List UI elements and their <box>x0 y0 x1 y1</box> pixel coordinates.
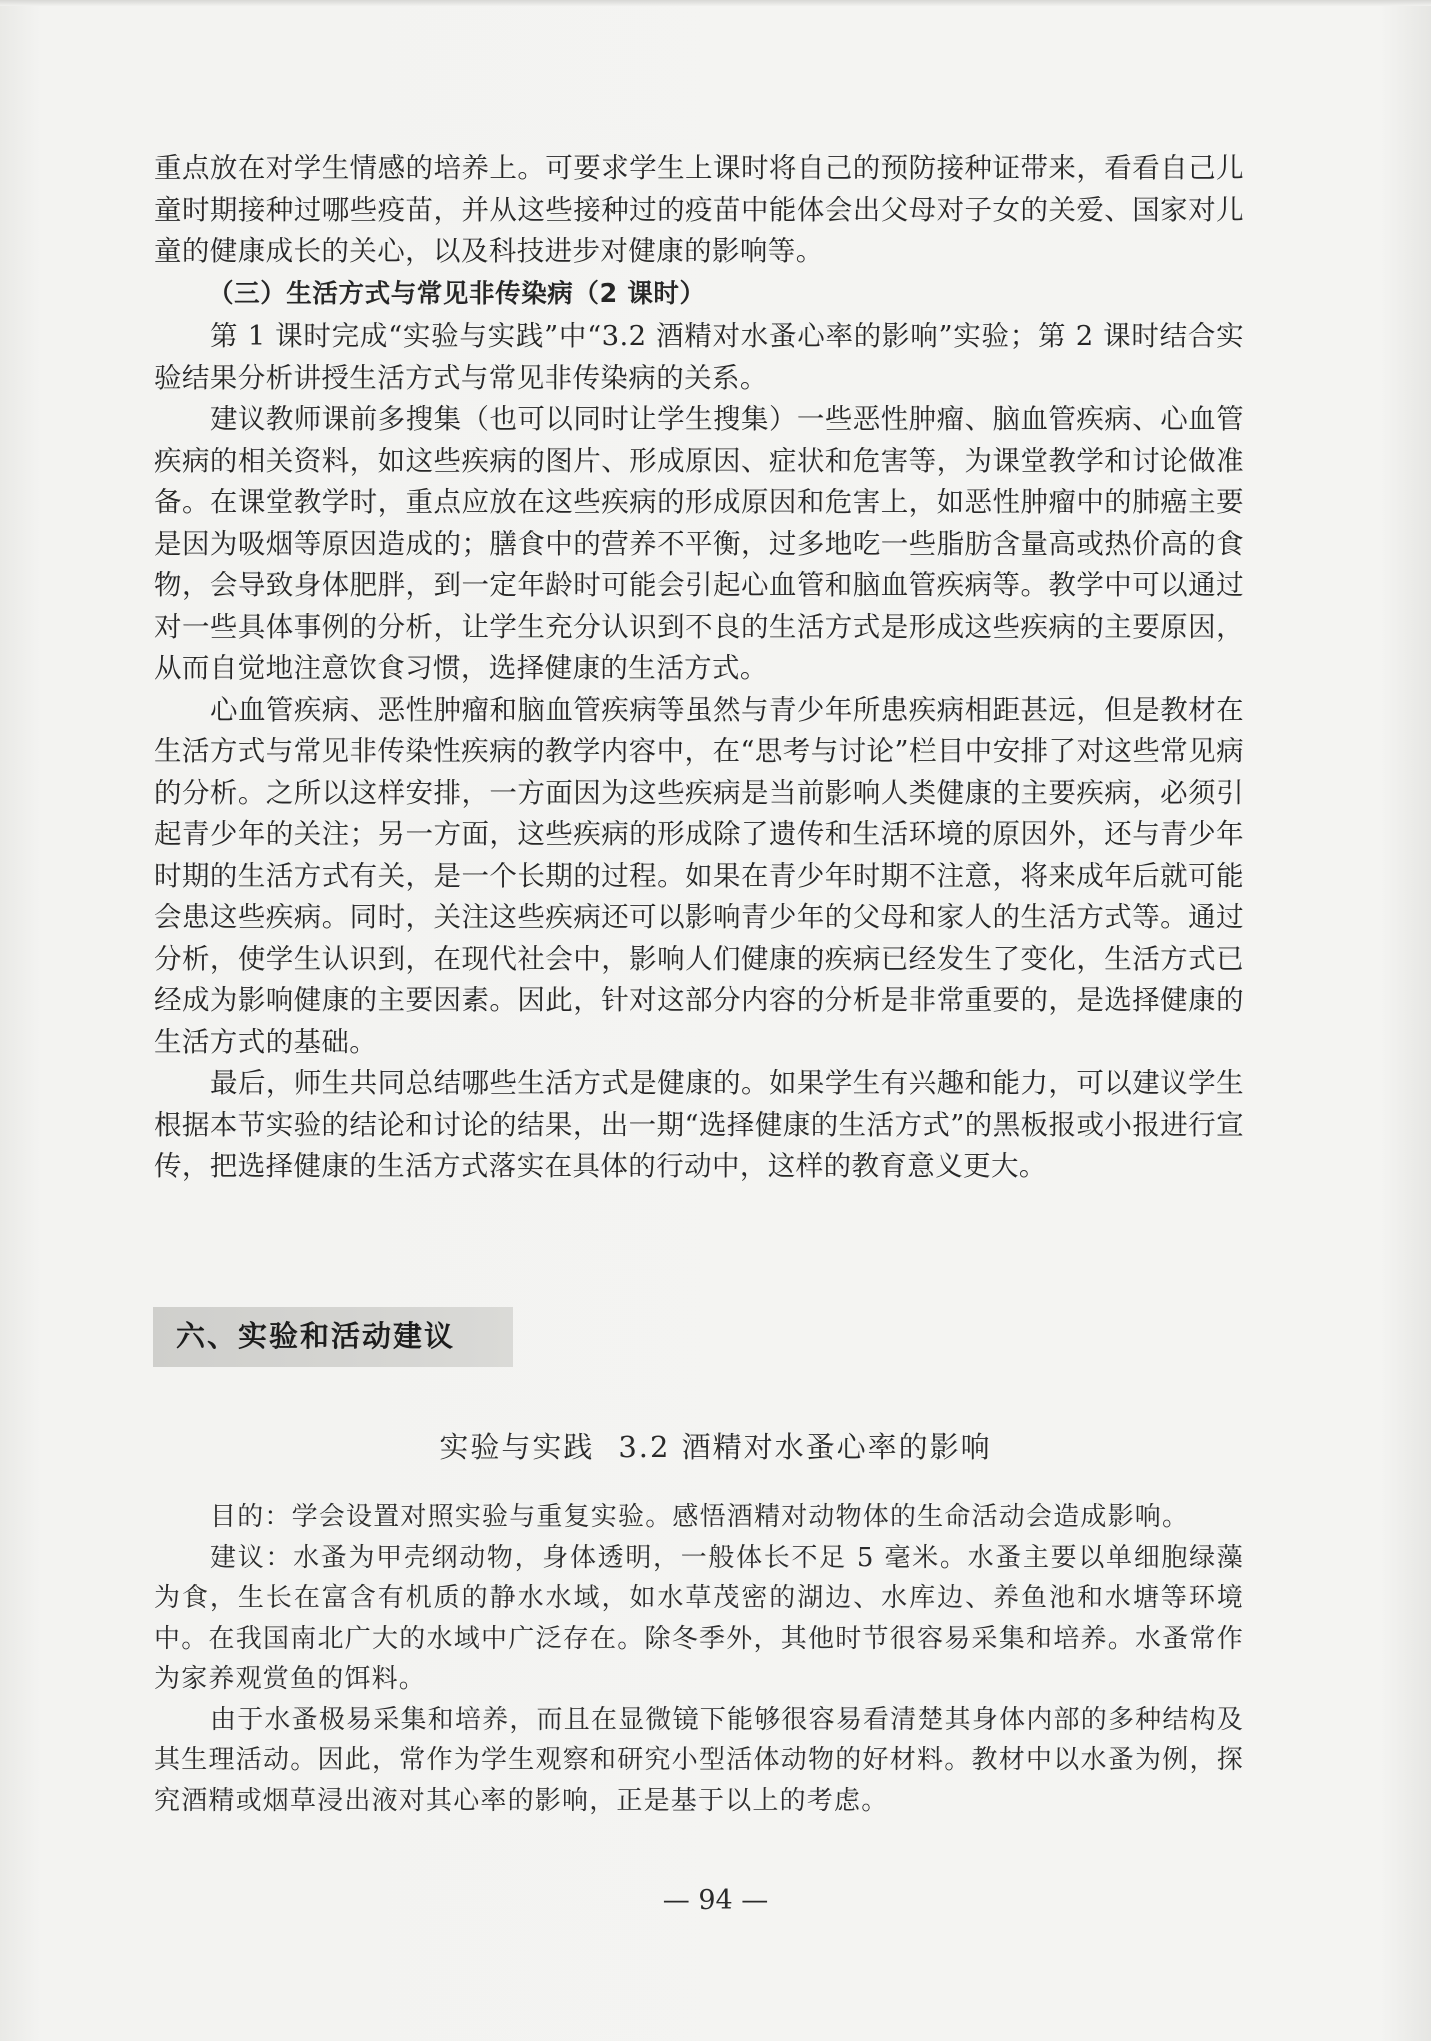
page-number: — 94 — <box>662 1885 769 1916</box>
paragraph-continued: 重点放在对学生情感的培养上。可要求学生上课时将自己的预防接种证带来，看看自己儿童时期接种过哪些疫苗，并从这些接种过的疫苗中能体会出父母对子女的关爱、国家对儿童的健康成长的关心，以及科技进步对健康的影响等。 <box>154 152 1244 267</box>
subsection-block <box>154 274 1244 316</box>
experiment-reason: 由于水蚤极易采集和培养，而且在显微镜下能够很容易看清楚其身体内部的多种结构及其生理活动。因此，常作为学生观察和研究小型活体动物的好材料。教材中以水蚤为例，探究酒精或烟草浸出液对其心率的影响，正是基于以上的考虑。 <box>154 1704 1244 1816</box>
paragraph-disease-analysis: 心血管疾病、恶性肿瘤和脑血管疾病等虽然与青少年所患疾病相距甚远，但是教材在生活方式与常见非传染性疾病的教学内容中，在“思考与讨论”栏目中安排了对这些常见病的分析。之所以这样安排，一方面因为这些疾病是当前影响人类健康的主要疾病，必须引起青少年的关注；另一方面，这些疾病的形成除了遗传和生活环境的原因外，还与青少年时期的生活方式有关，是一个长期的过程。如果在青少年时期不注意，将来成年后就可能会患这些疾病。同时，关注这些疾病还可以影响青少年的父母和家人的生活方式等。通过分析，使学生认识到，在现代社会中，影响人们健康的疾病已经发生了变化，生活方式已经成为影响健康的主要因素。因此，针对这部分内容的分析是非常重要的，是选择健康的生活方式的基础。 <box>154 693 1244 1058</box>
experiment-title <box>0 1426 1431 1468</box>
subsection-heading: （三）生活方式与常见非传染病（2 课时） <box>208 279 706 309</box>
experiment-purpose: 目的：学会设置对照实验与重复实验。感悟酒精对动物体的生命活动会造成影响。 <box>210 1502 1190 1532</box>
top-paragraph-block <box>154 148 1244 273</box>
page-top-edge <box>0 0 1431 6</box>
paragraph-teacher-suggestion: 建议教师课前多搜集（也可以同时让学生搜集）一些恶性肿瘤、脑血管疾病、心血管疾病的相关资料，如这些疾病的图片、形成原因、症状和危害等，为课堂教学和讨论做准备。在课堂教学时，重点应放在这些疾病的形成原因和危害上，如恶性肿瘤中的肺癌主要是因为吸烟等原因造成的；膳食中的营养不平衡，过多地吃一些脂肪含量高或热价高的食物，会导致身体肥胖，到一定年龄时可能会引起心血管和脑血管疾病等。教学中可以通过对一些具体事例的分析，让学生充分认识到不良的生活方式是形成这些疾病的主要原因，从而自觉地注意饮食习惯，选择健康的生活方式。 <box>154 403 1244 684</box>
experiment-suggestion: 建议：水蚤为甲壳纲动物，身体透明，一般体长不足 5 毫米。水蚤主要以单细胞绿藻为食，生长在富含有机质的静水水域，如水草茂密的湖边、水库边、养鱼池和水塘等环境中。在我国南北广大的水域中广泛存在。除冬季外，其他时节很容易采集和培养。水蚤常作为家养观赏鱼的饵料。 <box>154 1542 1244 1694</box>
experiment-title-number: 3.2 酒精对水蚤心率的影响 <box>618 1430 992 1464</box>
experiment-text-block <box>154 1497 1244 1821</box>
main-text-block <box>154 316 1244 1188</box>
paragraph-summary: 最后，师生共同总结哪些生活方式是健康的。如果学生有兴趣和能力，可以建议学生根据本节实验的结论和讨论的结果，出一期“选择健康的生活方式”的黑板报或小报进行宣传，把选择健康的生活方式落实在具体的行动中，这样的教育意义更大。 <box>154 1067 1244 1182</box>
section-heading: 六、实验和活动建议 <box>176 1319 456 1353</box>
paragraph-lesson-plan: 第 1 课时完成“实验与实践”中“3.2 酒精对水蚤心率的影响”实验；第 2 课时结合实验结果分析讲授生活方式与常见非传染病的关系。 <box>154 320 1244 394</box>
experiment-title-prefix: 实验与实践 <box>439 1430 595 1464</box>
